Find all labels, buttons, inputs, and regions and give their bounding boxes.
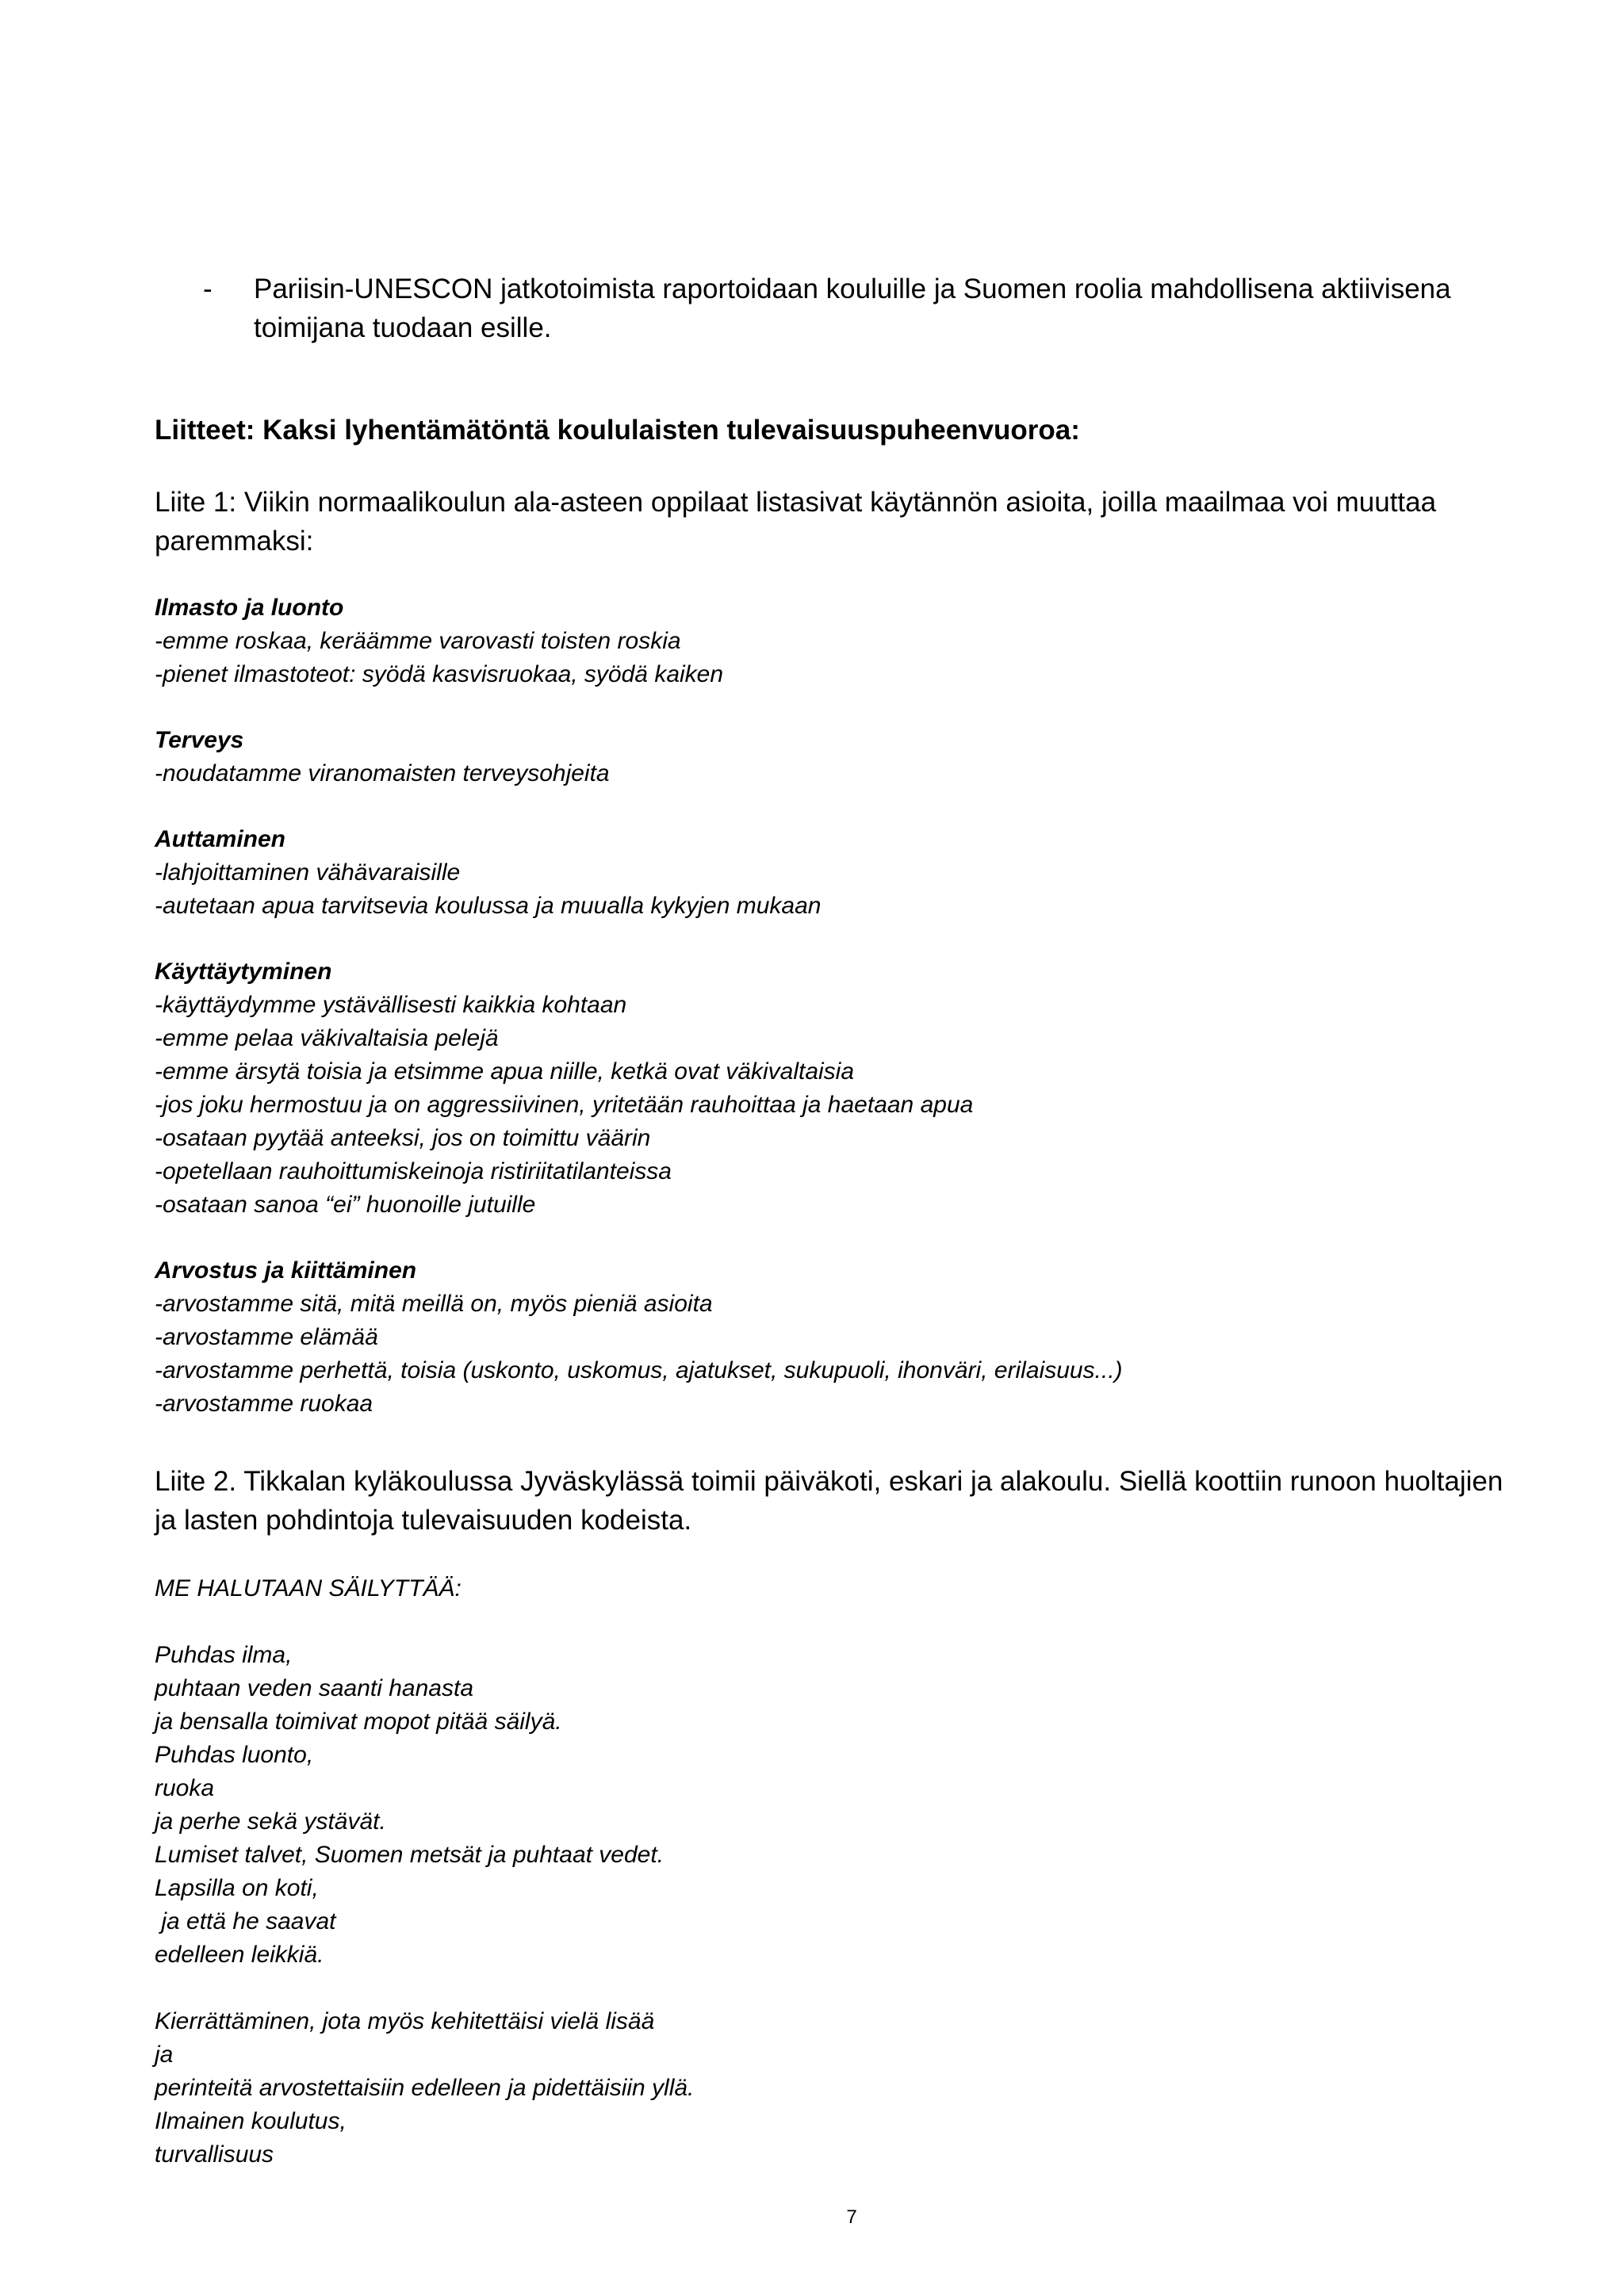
list-item: -osataan pyytää anteeksi, jos on toimittu väärin: [155, 1125, 651, 1151]
list-item: -jos joku hermostuu ja on aggressiivinen, yritetään rauhoittaa ja haetaan apua: [155, 1092, 974, 1118]
poem-line: turvallisuus: [155, 2141, 274, 2168]
page-number: 7: [846, 2206, 857, 2228]
poem-line: ME HALUTAAN SÄILYTTÄÄ:: [155, 1575, 462, 1601]
list-item: -pienet ilmastoteot: syödä kasvisruokaa, syödä kaiken: [155, 661, 724, 687]
section-title: Ilmasto ja luonto: [155, 595, 344, 621]
list-item: -emme pelaa väkivaltaisia pelejä: [155, 1025, 499, 1051]
poem-line: [155, 1972, 1503, 2005]
bullet-item: [203, 270, 1472, 347]
section-title: Käyttäytyminen: [155, 959, 332, 985]
bullet-dash: -: [203, 274, 213, 304]
list-item: -autetaan apua tarvitsevia koulussa ja muualla kykyjen mukaan: [155, 893, 822, 919]
list-section: [155, 955, 1503, 1222]
list-item: -lahjoittaminen vähävaraisille: [155, 859, 461, 886]
poem-line: ja bensalla toimivat mopot pitää säilyä.: [155, 1709, 562, 1735]
list-section: [155, 724, 1503, 790]
poem-line: [155, 1605, 1503, 1639]
section-title: Terveys: [155, 727, 244, 753]
poem-line: Ilmainen koulutus,: [155, 2108, 347, 2134]
poem-line: Lapsilla on koti,: [155, 1875, 319, 1901]
poem-line: puhtaan veden saanti hanasta: [155, 1675, 473, 1701]
poem-line: ja perhe sekä ystävät.: [155, 1808, 386, 1835]
liite1-list: [155, 591, 1503, 1453]
liite2-intro: Liite 2. Tikkalan kyläkoulussa Jyväskylässä toimii päiväkoti, eskari ja alakoulu. Siellä koottiin runoon huoltajien ja lasten pohdintoja tulevaisuuden kodeista.: [155, 1466, 1503, 1536]
poem-line: Kierrättäminen, jota myös kehitettäisi vielä lisää: [155, 2008, 655, 2034]
list-section: [155, 591, 1503, 691]
list-section: [155, 823, 1503, 923]
liite1-intro: Liite 1: Viikin normaalikoulun ala-asteen oppilaat listasivat käytännön asioita, joilla maailmaa voi muuttaa paremmaksi:: [155, 487, 1437, 557]
poem-line: Lumiset talvet, Suomen metsät ja puhtaat vedet.: [155, 1842, 665, 1868]
list-item: -arvostamme ruokaa: [155, 1391, 373, 1417]
poem-line: Puhdas ilma,: [155, 1642, 293, 1668]
list-section: [155, 1254, 1503, 1421]
list-item: -arvostamme sitä, mitä meillä on, myös pieniä asioita: [155, 1291, 713, 1317]
list-item: -arvostamme perhettä, toisia (uskonto, uskomus, ajatukset, sukupuoli, ihonväri, erilaisuus...): [155, 1357, 1123, 1383]
poem-line: Puhdas luonto,: [155, 1742, 314, 1768]
list-item: -emme roskaa, keräämme varovasti toisten roskia: [155, 628, 681, 654]
section-title: Arvostus ja kiittäminen: [155, 1257, 417, 1284]
poem-line: perinteitä arvostettaisiin edelleen ja pidettäisiin yllä.: [155, 2075, 695, 2101]
attachments-heading: Liitteet: Kaksi lyhentämätöntä koululaisten tulevaisuuspuheenvuoroa:: [155, 415, 1080, 446]
liite2-poem: [155, 1572, 1503, 2172]
list-item: -arvostamme elämää: [155, 1324, 378, 1350]
section-title: Auttaminen: [155, 826, 285, 852]
poem-line: ja että he saavat: [155, 1908, 336, 1934]
bullet-text: Pariisin-UNESCON jatkotoimista raportoidaan kouluille ja Suomen roolia mahdollisena aktiivisena toimijana tuodaan esille.: [254, 274, 1451, 343]
poem-line: edelleen leikkiä.: [155, 1942, 324, 1968]
list-item: -käyttäydymme ystävällisesti kaikkia kohtaan: [155, 992, 627, 1018]
list-item: -noudatamme viranomaisten terveysohjeita: [155, 760, 610, 786]
list-item: -emme ärsytä toisia ja etsimme apua niille, ketkä ovat väkivaltaisia: [155, 1058, 855, 1085]
poem-line: ruoka: [155, 1775, 215, 1801]
poem-line: ja: [155, 2042, 174, 2068]
list-item: -opetellaan rauhoittumiskeinoja ristiriitatilanteissa: [155, 1158, 672, 1184]
list-item: -osataan sanoa “ei” huonoille jutuille: [155, 1192, 536, 1218]
